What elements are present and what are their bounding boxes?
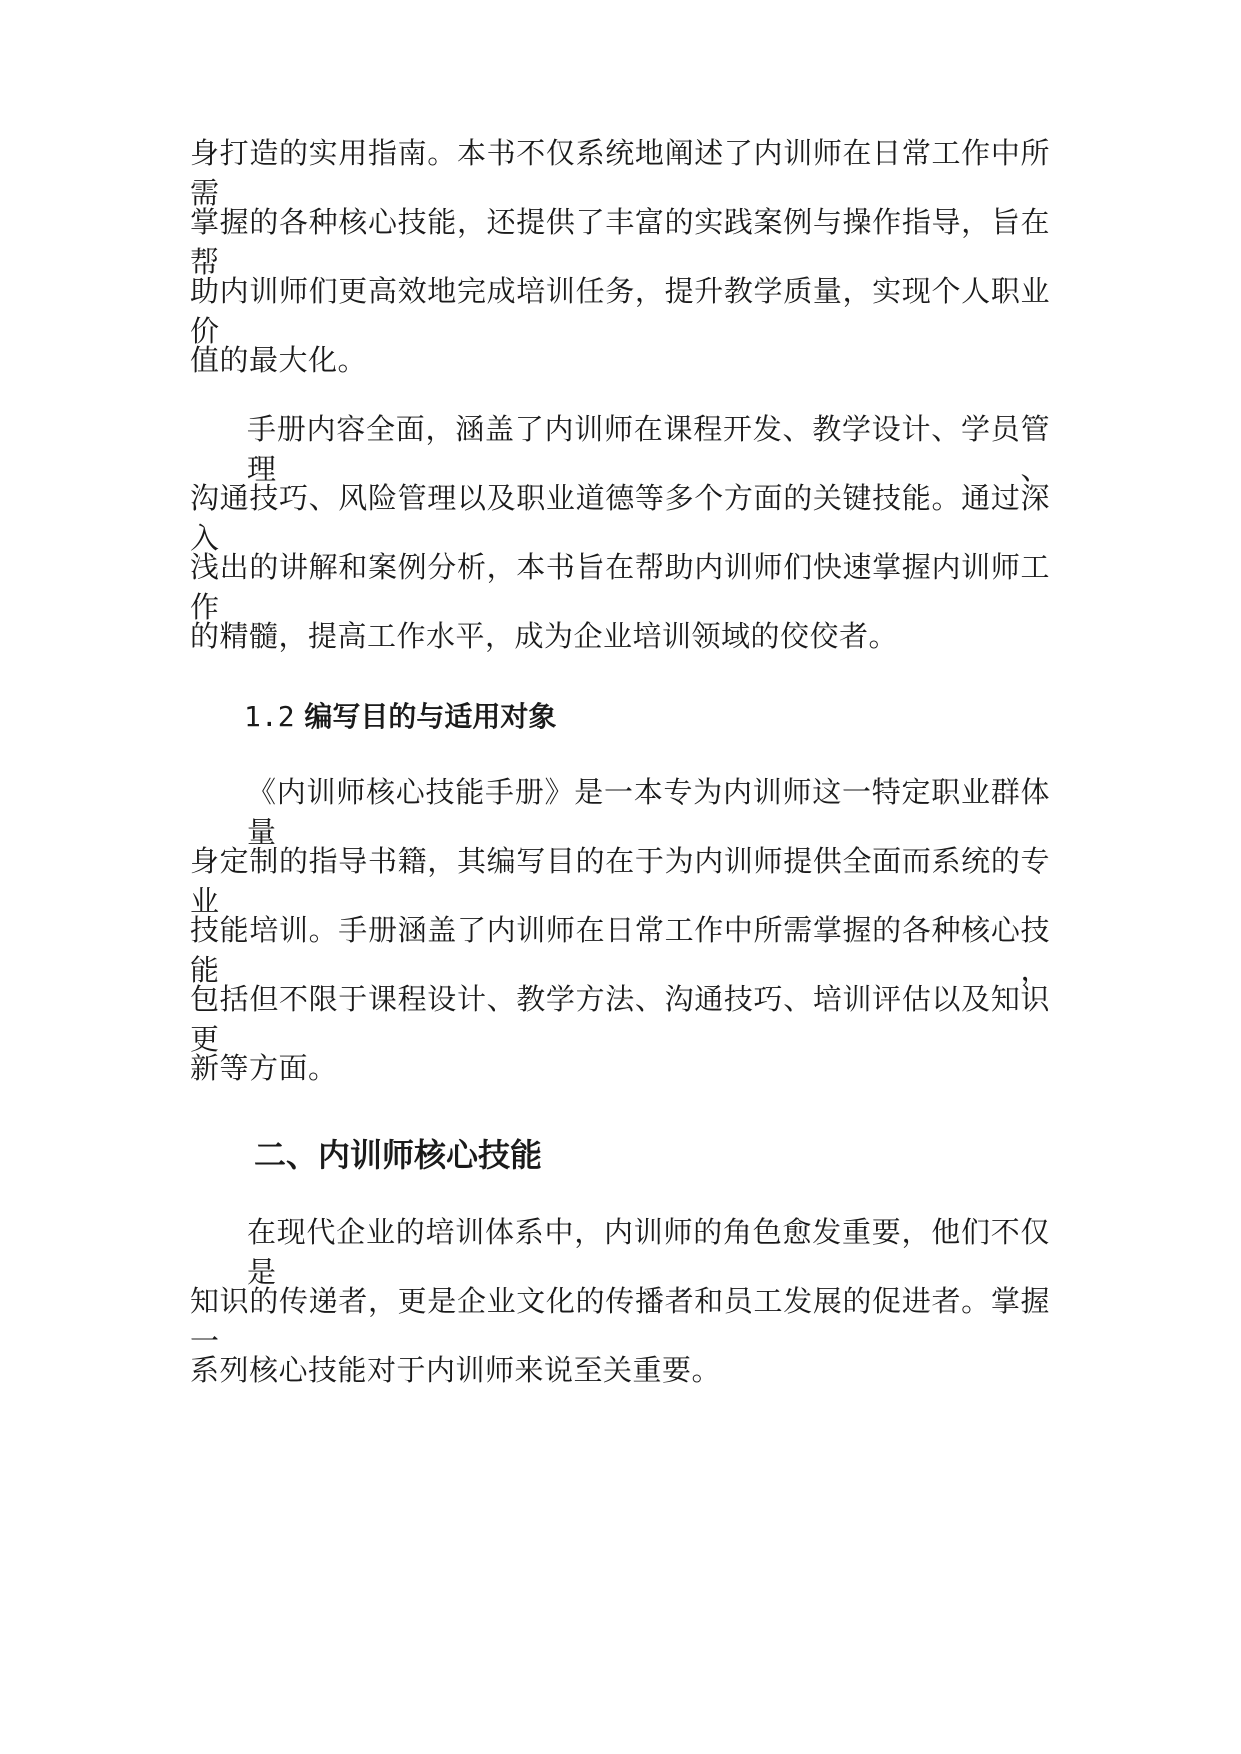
- section-heading-1-2: [244, 697, 556, 737]
- paragraph-3-line-5: 新等方面。: [190, 1051, 338, 1085]
- paragraph-4-line-2: 知识的传递者，更是企业文化的传播者和员工发展的促进者。掌握一: [190, 1284, 1050, 1358]
- paragraph-3-line-1: 《内训师核心技能手册》是一本专为内训师这一特定职业群体量: [247, 775, 1050, 849]
- paragraph-3-line-4: 包括但不限于课程设计、教学方法、沟通技巧、培训评估以及知识更: [190, 982, 1050, 1056]
- chapter-heading-2: 二、内训师核心技能: [254, 1136, 543, 1174]
- paragraph-3-line-2: 身定制的指导书籍，其编写目的在于为内训师提供全面而系统的专业: [190, 844, 1050, 918]
- paragraph-2-line-1: 手册内容全面，涵盖了内训师在课程开发、教学设计、学员管理、: [247, 412, 1050, 486]
- paragraph-2-line-2: 沟通技巧、风险管理以及职业道德等多个方面的关键技能。通过深入: [190, 481, 1050, 555]
- paragraph-1-line-4: 值的最大化。: [190, 343, 368, 377]
- paragraph-4-line-3: 系列核心技能对于内训师来说至关重要。: [190, 1353, 722, 1387]
- section-title: 编写目的与适用对象: [304, 700, 557, 733]
- paragraph-1-line-3: 助内训师们更高效地完成培训任务，提升教学质量，实现个人职业价: [190, 274, 1050, 348]
- paragraph-4-line-1: 在现代企业的培训体系中，内训师的角色愈发重要，他们不仅是: [247, 1215, 1050, 1289]
- paragraph-2-line-3: 浅出的讲解和案例分析，本书旨在帮助内训师们快速掌握内训师工作: [190, 550, 1050, 624]
- section-number: 1.2: [244, 700, 295, 733]
- paragraph-1-line-1: 身打造的实用指南。本书不仅系统地阐述了内训师在日常工作中所需: [190, 136, 1050, 210]
- paragraph-3-line-3: 技能培训。手册涵盖了内训师在日常工作中所需掌握的各种核心技能，: [190, 913, 1050, 987]
- paragraph-2-line-4: 的精髓，提高工作水平，成为企业培训领域的佼佼者。: [190, 619, 899, 653]
- paragraph-1-line-2: 掌握的各种核心技能，还提供了丰富的实践案例与操作指导，旨在帮: [190, 205, 1050, 279]
